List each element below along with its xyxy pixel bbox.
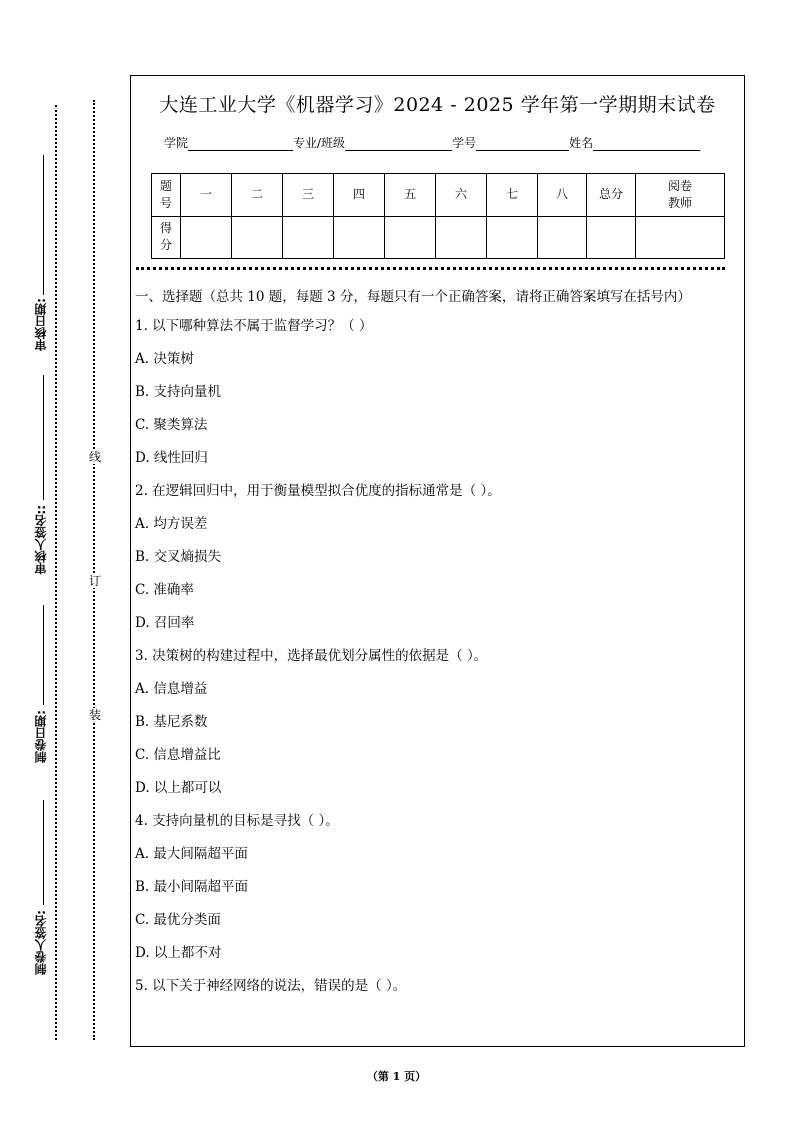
margin-dotted-line-inner	[93, 100, 95, 1040]
col-header: 二	[232, 174, 283, 217]
option: C. 准确率	[135, 582, 194, 598]
option: C. 聚类算法	[135, 417, 208, 433]
total-score-cell[interactable]	[587, 216, 636, 259]
score-cell[interactable]	[283, 216, 334, 259]
maker-sign-label: 制卷人签名:	[34, 910, 48, 975]
option: A. 决策树	[135, 351, 194, 367]
option: B. 交叉熵损失	[135, 549, 222, 565]
option: D. 以上都可以	[135, 780, 222, 796]
name-field[interactable]	[593, 138, 700, 151]
option: B. 基尼系数	[135, 714, 208, 730]
question-stem: 3. 决策树的构建过程中，选择最优划分属性的依据是（ ）。	[135, 648, 488, 664]
question-stem: 5. 以下关于神经网络的说法，错误的是（ ）。	[135, 978, 407, 994]
exam-title: 大连工业大学《机器学习》2024 - 2025 学年第一学期期末试卷	[159, 94, 716, 116]
col-header: 一	[181, 174, 232, 217]
score-cell[interactable]	[232, 216, 283, 259]
score-label: 得分	[152, 216, 181, 259]
option: C. 最优分类面	[135, 912, 221, 928]
major-class-label: 专业/班级	[293, 136, 346, 150]
name-label: 姓名	[569, 136, 594, 150]
make-date-label: 制卷日期:	[34, 710, 48, 763]
score-cell[interactable]	[181, 216, 232, 259]
score-table	[151, 173, 725, 259]
col-header-total: 总分	[587, 174, 636, 217]
bind-mark-line: 线	[88, 450, 101, 464]
option: B. 最小间隔超平面	[135, 879, 249, 895]
question-number-label: 题号	[152, 174, 181, 217]
col-header: 七	[487, 174, 538, 217]
score-cell[interactable]	[436, 216, 487, 259]
question-stem: 1. 以下哪种算法不属于监督学习？（ ）	[135, 318, 373, 334]
college-field[interactable]	[188, 138, 293, 151]
grader-label-2: 教师	[667, 195, 692, 210]
grader-header	[636, 174, 725, 217]
option: D. 线性回归	[135, 450, 208, 466]
bind-mark-order: 订	[88, 574, 101, 588]
header-separator	[136, 267, 725, 270]
question-stem: 4. 支持向量机的目标是寻找（ ）。	[135, 813, 339, 829]
college-label: 学院	[164, 136, 189, 150]
option: A. 信息增益	[135, 681, 208, 697]
option: B. 支持向量机	[135, 384, 222, 400]
col-header: 三	[283, 174, 334, 217]
student-id-field[interactable]	[476, 138, 569, 151]
option: D. 以上都不对	[135, 945, 222, 961]
question-stem: 2. 在逻辑回归中，用于衡量模型拟合优度的指标通常是（ ）。	[135, 483, 501, 499]
reviewer-sign-blank	[43, 375, 44, 500]
section-intro: 一、选择题（总共 10 题，每题 3 分，每题只有一个正确答案，请将正确答案填写在括号内）	[135, 289, 691, 305]
option: D. 召回率	[135, 615, 195, 631]
exam-frame	[130, 75, 745, 1047]
major-class-field[interactable]	[345, 138, 452, 151]
score-cell[interactable]	[487, 216, 538, 259]
page-number: （第 1 页）	[366, 1070, 427, 1083]
score-cell[interactable]	[334, 216, 385, 259]
review-date-label: 审核日期:	[34, 298, 48, 351]
col-header: 六	[436, 174, 487, 217]
maker-sign-blank	[43, 800, 44, 905]
col-header: 五	[385, 174, 436, 217]
grader-cell[interactable]	[636, 216, 725, 259]
student-id-label: 学号	[452, 136, 477, 150]
reviewer-sign-label: 审核人签名::	[34, 505, 48, 575]
student-info-row	[164, 134, 700, 151]
score-table-score-row	[152, 216, 725, 259]
margin-dotted-line-outer	[55, 105, 57, 1040]
option: C. 信息增益比	[135, 747, 221, 763]
option: A. 最大间隔超平面	[135, 846, 248, 862]
score-table-header-row	[152, 174, 725, 217]
bind-mark-install: 装	[88, 708, 101, 722]
score-cell[interactable]	[385, 216, 436, 259]
questions-area	[135, 286, 740, 1008]
col-header: 四	[334, 174, 385, 217]
col-header: 八	[538, 174, 587, 217]
option: A. 均方误差	[135, 516, 208, 532]
make-date-blank	[43, 605, 44, 705]
review-date-blank	[43, 155, 44, 295]
score-cell[interactable]	[538, 216, 587, 259]
grader-label-1: 阅卷	[667, 178, 692, 193]
